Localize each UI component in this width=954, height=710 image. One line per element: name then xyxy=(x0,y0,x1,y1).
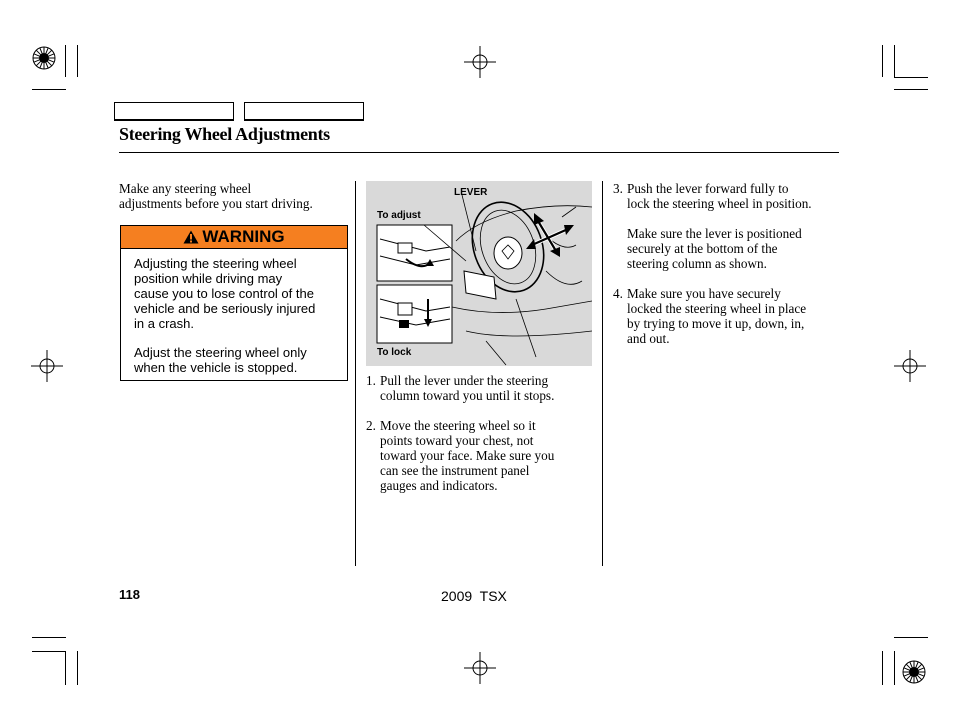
steering-lever-illustration xyxy=(366,181,592,366)
page-title: Steering Wheel Adjustments xyxy=(119,124,330,144)
lever-label: LEVER xyxy=(454,187,488,198)
registration-crosshair-icon xyxy=(894,350,926,382)
to-lock-label: To lock xyxy=(377,347,412,358)
section-tab-box xyxy=(114,102,234,121)
warning-label: WARNING xyxy=(202,227,285,246)
model-name: 2009 TSX xyxy=(441,588,507,604)
page-number: 118 xyxy=(119,587,140,602)
to-adjust-label: To adjust xyxy=(377,210,421,221)
warning-header xyxy=(121,226,347,249)
section-tab-box xyxy=(244,102,364,121)
column-divider xyxy=(355,181,356,566)
registration-crosshair-icon xyxy=(464,652,496,684)
warning-box xyxy=(120,225,348,381)
intro-text: Make any steering wheel adjustments before you start driving. xyxy=(119,181,313,211)
registration-crosshair-icon xyxy=(464,46,496,78)
warning-triangle-icon xyxy=(183,230,199,244)
column-divider xyxy=(602,181,603,566)
registration-crosshair-icon xyxy=(31,350,63,382)
registration-starburst-icon xyxy=(902,660,926,684)
warning-text-1: Adjusting the steering wheel position while driving may cause you to lose control of the vehicle and be seriously injured in a crash. xyxy=(134,256,316,331)
warning-text-2: Adjust the steering wheel only when the vehicle is stopped. xyxy=(134,345,307,375)
title-rule xyxy=(119,152,839,153)
registration-starburst-icon xyxy=(32,46,56,70)
steering-wheel-drawing xyxy=(366,181,592,366)
